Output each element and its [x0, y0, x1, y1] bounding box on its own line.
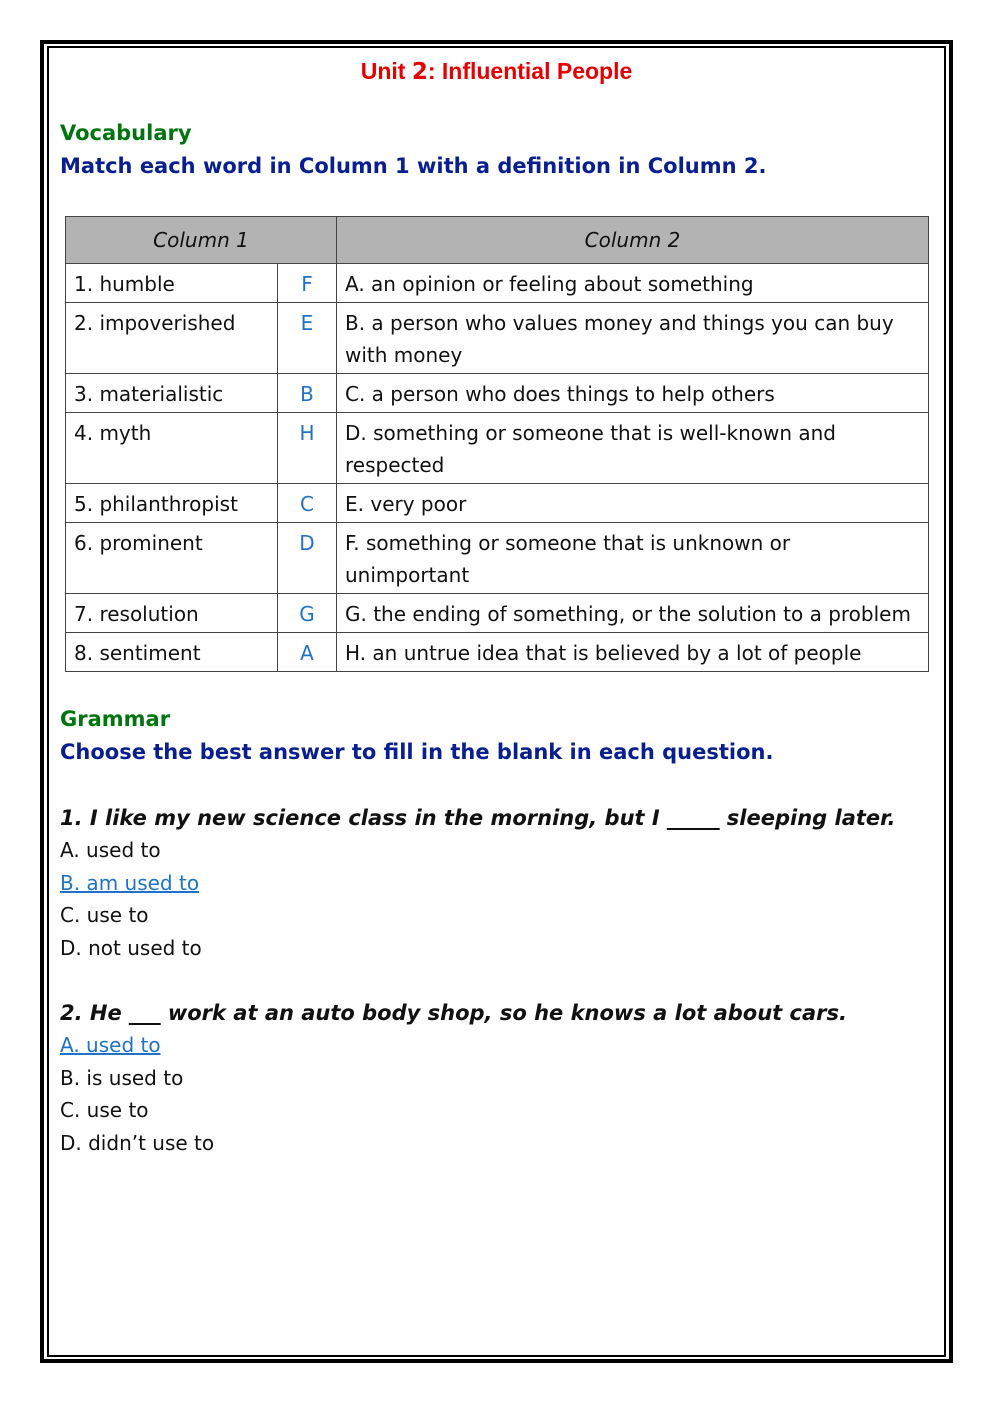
- table-row: [66, 484, 929, 523]
- grammar-instruction: Choose the best answer to fill in the blank in each question.: [60, 740, 774, 764]
- column-1-header: Column 1: [66, 217, 337, 264]
- answer-cell: F: [278, 264, 337, 303]
- q1-option-d: D. not used to: [60, 936, 202, 960]
- word-cell: 6. prominent: [66, 523, 278, 594]
- word-cell: 1. humble: [66, 264, 278, 303]
- q1-option-a: A. used to: [60, 838, 161, 862]
- definition-cell: A. an opinion or feeling about something: [337, 264, 929, 303]
- definition-cell: E. very poor: [337, 484, 929, 523]
- word-cell: 3. materialistic: [66, 374, 278, 413]
- definition-cell: G. the ending of something, or the solution to a problem: [337, 594, 929, 633]
- vocabulary-instruction: Match each word in Column 1 with a definition in Column 2.: [60, 154, 767, 178]
- column-2-header: Column 2: [337, 217, 929, 264]
- vocabulary-heading: Vocabulary: [60, 121, 192, 145]
- table-row: [66, 374, 929, 413]
- question-1-text: 1. I like my new science class in the morning, but I _____ sleeping later.: [60, 806, 896, 830]
- definition-cell: F. something or someone that is unknown or unimportant: [337, 523, 929, 594]
- table-row: [66, 523, 929, 594]
- q2-option-d: D. didn’t use to: [60, 1131, 215, 1155]
- q2-option-b: B. is used to: [60, 1066, 184, 1090]
- page-title: Unit 2: Influential People: [360, 58, 633, 85]
- answer-cell: C: [278, 484, 337, 523]
- word-cell: 4. myth: [66, 413, 278, 484]
- answer-cell: G: [278, 594, 337, 633]
- definition-cell: B. a person who values money and things you can buy with money: [337, 303, 929, 374]
- definition-cell: C. a person who does things to help others: [337, 374, 929, 413]
- q2-option-a: A. used to: [60, 1033, 161, 1057]
- table-header-row: [66, 217, 929, 264]
- definition-cell: H. an untrue idea that is believed by a lot of people: [337, 633, 929, 672]
- table-row: [66, 264, 929, 303]
- word-cell: 7. resolution: [66, 594, 278, 633]
- answer-cell: E: [278, 303, 337, 374]
- answer-cell: D: [278, 523, 337, 594]
- word-cell: 8. sentiment: [66, 633, 278, 672]
- definition-cell: D. something or someone that is well-known and respected: [337, 413, 929, 484]
- q1-option-c: C. use to: [60, 903, 149, 927]
- q2-option-c: C. use to: [60, 1098, 149, 1122]
- grammar-heading: Grammar: [60, 707, 171, 731]
- word-cell: 2. impoverished: [66, 303, 278, 374]
- table-row: [66, 633, 929, 672]
- q1-option-b: B. am used to: [60, 871, 200, 895]
- answer-cell: A: [278, 633, 337, 672]
- answer-cell: H: [278, 413, 337, 484]
- table-row: [66, 303, 929, 374]
- word-cell: 5. philanthropist: [66, 484, 278, 523]
- vocabulary-table: [65, 216, 929, 672]
- answer-cell: B: [278, 374, 337, 413]
- table-row: [66, 413, 929, 484]
- table-row: [66, 594, 929, 633]
- question-2-text: 2. He ___ work at an auto body shop, so he knows a lot about cars.: [60, 1001, 847, 1025]
